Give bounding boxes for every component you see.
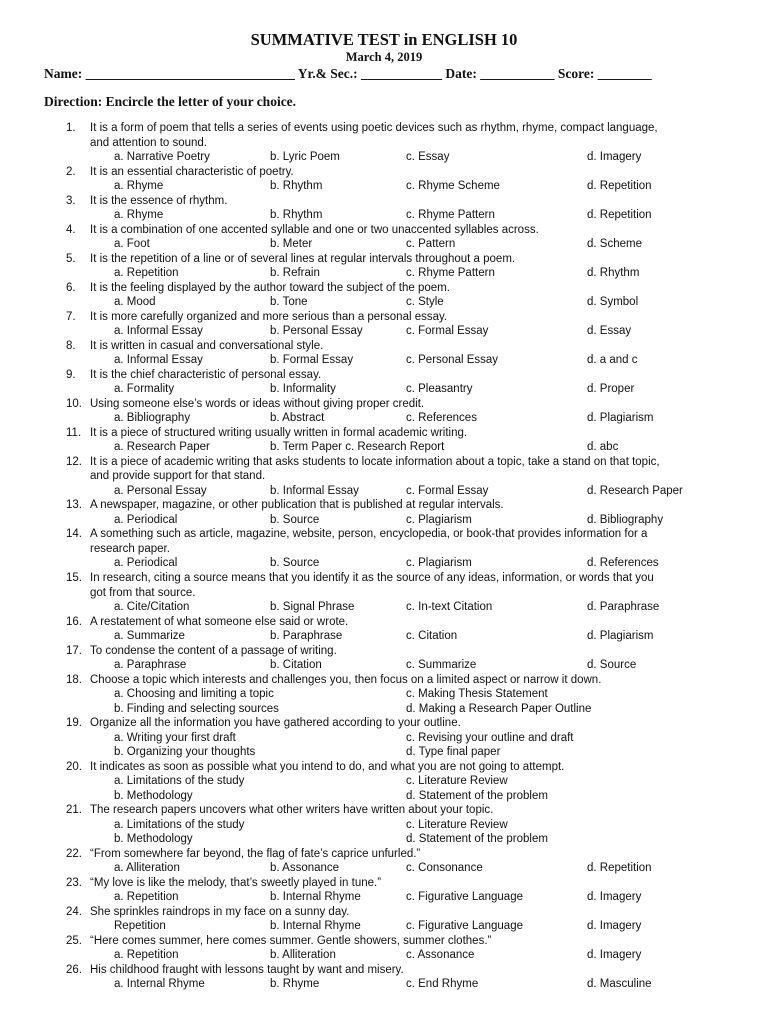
answer-choice: b. Methodology [114,833,193,846]
answer-choices [0,150,768,165]
question-text: It is the repetition of a line or of several lines at regular intervals throughout a poem. [90,252,516,265]
answer-choice: a. Writing your first draft [114,731,236,744]
answer-choice: b. Paraphrase [270,630,343,643]
answer-choice: a. Research Paper [114,441,210,454]
answer-choices [0,977,768,992]
question-stem [0,339,768,354]
question-text: In research, citing a source means that you identify it as the source of any ideas, information, or words that you [90,571,654,584]
answer-choice: d. abc [587,441,619,454]
answer-choice: c. Rhyme Pattern [406,267,495,280]
answer-choice: a. Repetition [114,891,179,904]
question-text: It is written in casual and conversational style. [90,339,324,352]
answer-choices [0,774,768,789]
answer-choice: c. Personal Essay [406,354,499,367]
question-number: 11. [66,426,82,439]
answer-choices [0,513,768,528]
question-number: 8. [66,339,76,352]
answer-choice: d. Imagery [587,949,642,962]
answer-choice: a. Periodical [114,557,178,570]
answer-choice: a. Internal Rhyme [114,978,205,991]
question-number: 26. [66,963,82,976]
question-text-continued [0,469,768,484]
question-text: It is a form of poem that tells a series of events using poetic devices such as rhythm, rhyme, compact language, [90,122,658,134]
answer-choices [0,324,768,339]
answer-choices [0,295,768,310]
question-text-continued [0,542,768,557]
question-stem [0,223,768,238]
question-text: It is an essential characteristic of poetry. [90,165,294,178]
question-text: A something such as article, magazine, website, person, encyclopedia, or book-that provides information for a [90,528,648,541]
question-number: 3. [66,194,76,207]
question-number: 17. [66,644,82,657]
question-number: 24. [66,905,82,918]
answer-choice: b. Tone [270,296,308,309]
answer-choice: c. Figurative Language [406,920,523,933]
answer-choice: c. Pleasantry [406,383,473,396]
answer-choice: a. Repetition [114,949,179,962]
question-stem [0,673,768,688]
question-number: 6. [66,281,76,294]
question-stem [0,905,768,920]
answer-choices [0,411,768,426]
student-info-line: Name: _______________________________ Yr.& Sec.: ____________ Date: ___________ Score: ________ [44,66,652,81]
answer-choices [0,702,768,717]
answer-choice: c. Formal Essay [406,484,489,497]
question-stem [0,571,768,586]
answer-choice: Repetition [114,920,166,933]
answer-choice: a. Informal Essay [114,354,203,367]
question-stem [0,252,768,267]
question-text: “From somewhere far beyond, the flag of fate’s caprice unfurled.” [90,847,421,860]
answer-choice: c. Essay [406,151,450,164]
answer-choice: c. Literature Review [406,818,508,831]
answer-choice: d. Imagery [587,891,642,904]
answer-choice: b. Rhyme [270,978,320,991]
question-text: Choose a topic which interests and challenges you, then focus on a limited aspect or narrow it down. [90,673,602,686]
answer-choice: d. Repetition [587,180,652,193]
answer-choice: c. Summarize [406,659,477,672]
question-text-continued: and attention to sound. [90,136,208,149]
answer-choices [0,861,768,876]
question-stem [0,615,768,630]
answer-choices [0,353,768,368]
question-number: 16. [66,615,82,628]
answer-choices [0,745,768,760]
answer-choice: b. Assonance [270,862,340,875]
question-number: 20. [66,760,82,773]
answer-choices [0,818,768,833]
question-stem [0,934,768,949]
question-number: 25. [66,934,82,947]
question-number: 22. [66,847,82,860]
question-stem [0,121,768,136]
answer-choice: a. Rhyme [114,180,164,193]
answer-choices [0,440,768,455]
answer-choices [0,382,768,397]
answer-choices [0,484,768,499]
answer-choice: b. Source [270,557,320,570]
answer-choices [0,890,768,905]
answer-choice: a. Periodical [114,513,178,526]
answer-choice: b. Refrain [270,267,320,280]
question-text: It is the feeling displayed by the author toward the subject of the poem. [90,281,450,294]
question-number: 15. [66,571,82,584]
answer-choices [0,556,768,571]
answer-choice: a. Paraphrase [114,659,187,672]
answer-choice: b. Formal Essay [270,354,354,367]
answer-choice: a. Personal Essay [114,484,207,497]
answer-choice: c. End Rhyme [406,978,479,991]
answer-choice: a. Alliteration [114,862,180,875]
answer-choice: c. Assonance [406,949,475,962]
answer-choice: a. Choosing and limiting a topic [114,688,274,701]
answer-choice: b. Informality [270,383,336,396]
answer-choice: c. In-text Citation [406,601,493,614]
question-text: To condense the content of a passage of writing. [90,644,337,657]
answer-choice: c. Formal Essay [406,325,489,338]
answer-choice: a. Limitations of the study [114,818,245,831]
answer-choice: a. Foot [114,238,150,251]
question-text: It is a piece of structured writing usually written in formal academic writing. [90,426,468,439]
question-text: It is a combination of one accented syllable and one or two unaccented syllables across. [90,223,539,236]
answer-choice: b. Finding and selecting sources [114,702,279,715]
question-stem [0,760,768,775]
answer-choice: b. Organizing your thoughts [114,746,256,759]
answer-choice: d. Repetition [587,862,652,875]
question-stem [0,165,768,180]
question-number: 14. [66,528,82,541]
question-text: It is more carefully organized and more serious than a personal essay. [90,310,448,323]
answer-choices [0,731,768,746]
question-list [0,121,768,992]
question-text: She sprinkles raindrops in my face on a sunny day. [90,905,350,918]
answer-choice: c. Plagiarism [406,557,472,570]
answer-choice: b. Signal Phrase [270,601,355,614]
question-text: It indicates as soon as possible what you intend to do, and what you are not going to attempt. [90,760,565,773]
answer-choice: d. Bibliography [587,513,664,526]
question-stem [0,426,768,441]
answer-choice: c. Style [406,296,444,309]
question-text: “My love is like the melody, that’s sweetly played in tune.” [90,876,382,889]
answer-choice: c. References [406,412,477,425]
question-stem [0,368,768,383]
answer-choices [0,600,768,615]
question-text: It is a piece of academic writing that asks students to locate information about a topic, take a stand on that topic, [90,455,660,468]
question-number: 2. [66,165,76,178]
question-stem [0,397,768,412]
question-text: Organize all the information you have gathered according to your outline. [90,717,461,730]
answer-choices [0,237,768,252]
answer-choice: b. Source [270,513,320,526]
question-stem [0,803,768,818]
question-stem [0,716,768,731]
answer-choices [0,948,768,963]
answer-choice: d. Masculine [587,978,652,991]
answer-choice: a. Mood [114,296,156,309]
answer-choice: a. Bibliography [114,412,191,425]
answer-choice: c. Making Thesis Statement [406,688,548,701]
answer-choice: c. Literature Review [406,775,508,788]
answer-choice: b. Internal Rhyme [270,920,361,933]
answer-choice: b. Citation [270,659,322,672]
answer-choice: d. Plagiarism [587,412,654,425]
question-number: 18. [66,673,82,686]
test-date: March 4, 2019 [345,50,423,64]
answer-choice: d. Type final paper [406,746,501,759]
answer-choice: d. Scheme [587,238,642,251]
answer-choice: a. Informal Essay [114,325,203,338]
answer-choice: d. a and c [587,354,638,367]
answer-choices [0,789,768,804]
question-number: 23. [66,876,82,889]
test-title: SUMMATIVE TEST in ENGLISH 10 [250,30,518,49]
question-text: His childhood fraught with lessons taught by want and misery. [90,963,404,976]
answer-choice: d. Repetition [587,209,652,222]
question-stem [0,527,768,542]
question-number: 10. [66,397,82,410]
question-number: 12. [66,455,82,468]
answer-choice: a. Narrative Poetry [114,151,210,164]
answer-choice: d. Essay [587,325,632,338]
answer-choice: d. Symbol [587,296,639,309]
answer-choice: b. Alliteration [270,949,336,962]
question-number: 4. [66,223,76,236]
question-stem [0,876,768,891]
question-stem [0,847,768,862]
question-number: 9. [66,368,76,381]
question-text-continued [0,586,768,601]
question-text-continued: research paper. [90,542,170,555]
question-number: 21. [66,804,82,817]
answer-choice: b. Abstract [270,412,325,425]
answer-choice: c. Figurative Language [406,891,523,904]
answer-choice: c. Plagiarism [406,513,472,526]
question-number: 7. [66,310,76,323]
answer-choice: d. Imagery [587,920,642,933]
question-text: A newspaper, magazine, or other publication that is published at regular intervals. [90,499,504,512]
answer-choices [0,266,768,281]
answer-choice: c. Pattern [406,238,456,251]
question-text: “Here comes summer, here comes summer. Gentle showers, summer clothes.” [90,934,492,947]
question-stem [0,498,768,513]
answer-choice: b. Rhythm [270,209,323,222]
question-stem [0,455,768,470]
question-text-continued: got from that source. [90,586,196,599]
question-number: 19. [66,717,82,730]
answer-choice: d. Research Paper [587,484,683,497]
answer-choice: b. Informal Essay [270,484,359,497]
question-number: 1. [66,122,76,134]
question-stem [0,644,768,659]
answer-choice: d. Making a Research Paper Outline [406,702,592,715]
question-number: 5. [66,252,76,265]
answer-choices [0,687,768,702]
answer-choice: b. Methodology [114,789,193,802]
answer-choice: d. Statement of the problem [406,789,548,802]
answer-choice: c. Consonance [406,862,483,875]
answer-choice: b. Internal Rhyme [270,891,361,904]
answer-choices [0,658,768,673]
answer-choices [0,919,768,934]
answer-choice: b. Term Paper c. Research Report [270,441,445,454]
direction-text: Direction: Encircle the letter of your choice. [44,94,297,109]
answer-choice: d. Rhythm [587,267,640,280]
answer-choice: a. Limitations of the study [114,775,245,788]
answer-choice: a. Summarize [114,630,185,643]
answer-choice: a. Rhyme [114,209,164,222]
question-stem [0,281,768,296]
question-number: 13. [66,499,82,512]
answer-choice: d. Proper [587,383,635,396]
answer-choice: d. Imagery [587,151,642,164]
question-text-continued: and provide support for that stand. [90,470,266,483]
answer-choice: a. Repetition [114,267,179,280]
question-text: The research papers uncovers what other writers have written about your topic. [90,804,494,817]
answer-choice: b. Rhythm [270,180,323,193]
answer-choices [0,179,768,194]
question-stem [0,310,768,325]
answer-choice: c. Rhyme Pattern [406,209,495,222]
answer-choice: d. Paraphrase [587,601,660,614]
question-text-continued [0,136,768,151]
answer-choices [0,832,768,847]
answer-choice: a. Cite/Citation [114,601,190,614]
question-stem [0,963,768,978]
answer-choice: d. References [587,557,659,570]
answer-choice: a. Formality [114,383,175,396]
question-text: It is the essence of rhythm. [90,194,228,207]
answer-choices [0,208,768,223]
answer-choice: b. Lyric Poem [270,151,340,164]
question-text: It is the chief characteristic of personal essay. [90,368,322,381]
answer-choice: c. Revising your outline and draft [406,731,574,744]
answer-choice: b. Meter [270,238,313,251]
answer-choices [0,629,768,644]
answer-choice: d. Statement of the problem [406,833,548,846]
answer-choice: c. Rhyme Scheme [406,180,500,193]
question-text: A restatement of what someone else said or wrote. [90,615,349,628]
answer-choice: c. Citation [406,630,458,643]
answer-choice: d. Plagiarism [587,630,654,643]
question-text: Using someone else’s words or ideas without giving proper credit. [90,397,425,410]
answer-choice: b. Personal Essay [270,325,363,338]
answer-choice: d. Source [587,659,637,672]
question-stem [0,194,768,209]
